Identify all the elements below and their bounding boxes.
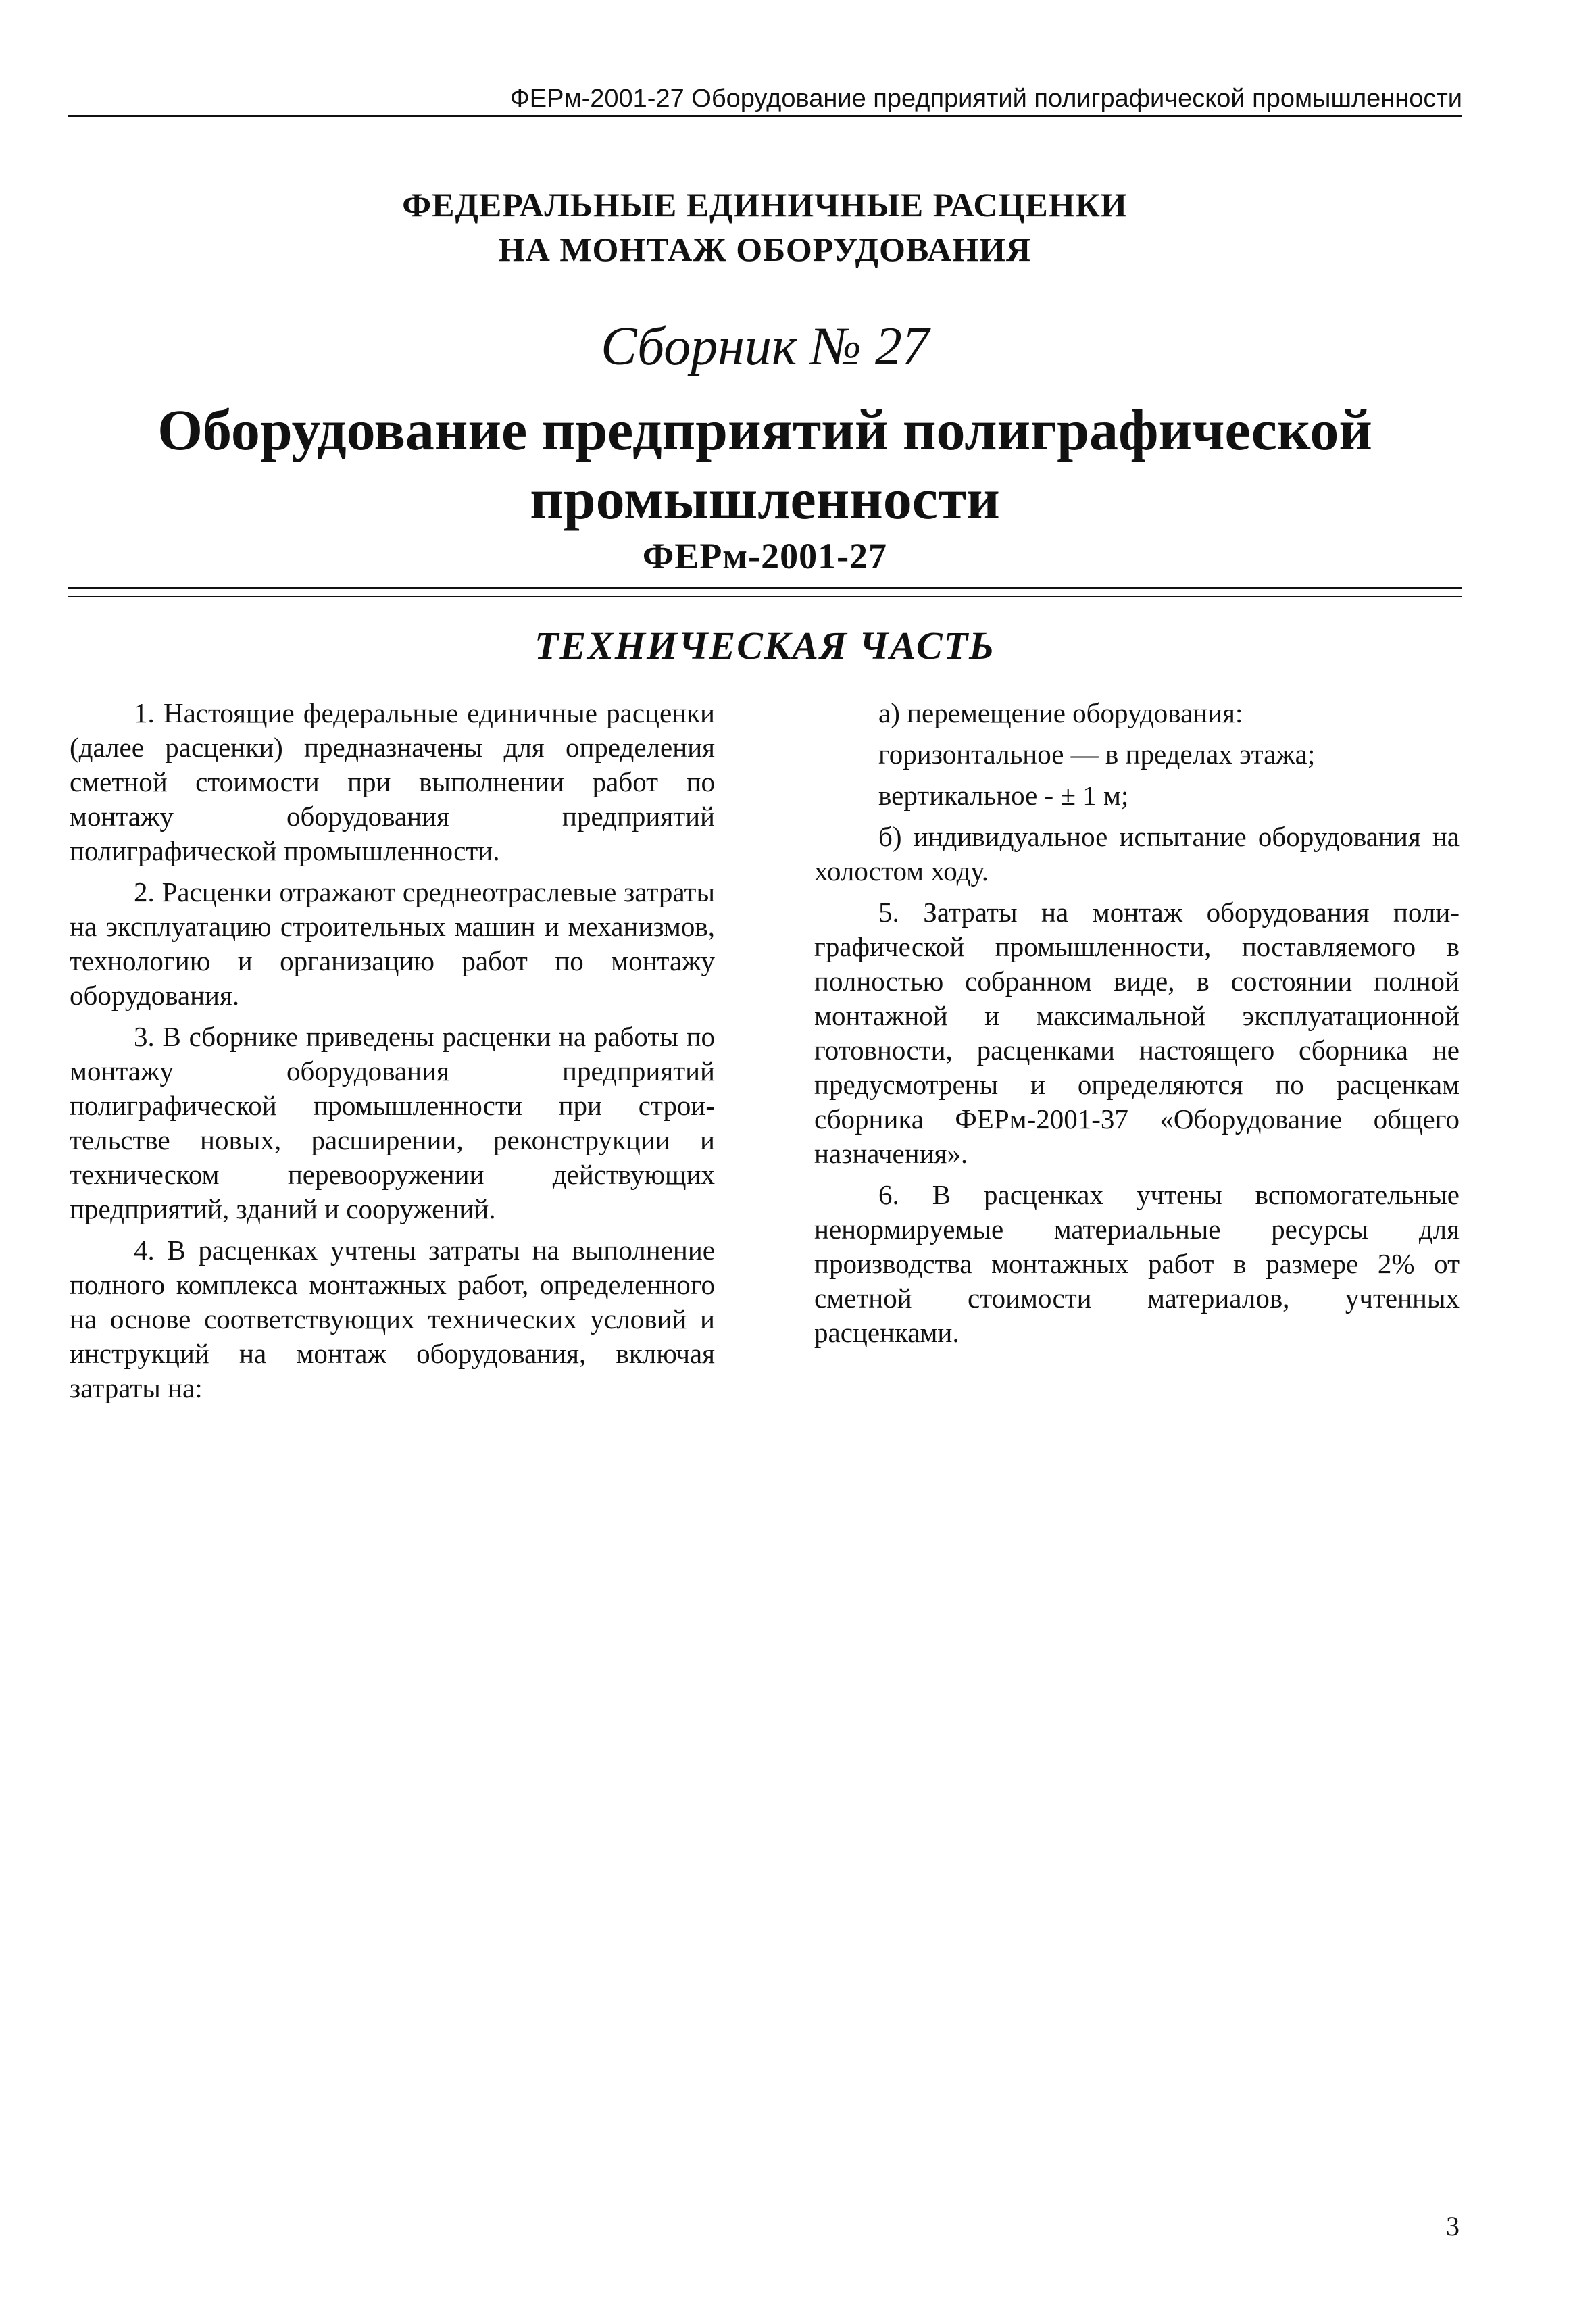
title-rule-thick [68,587,1462,589]
running-header: ФЕРм-2001-27 Оборудование предприятий полиграфической промышленности [509,84,1462,113]
org-title-line-1: ФЕДЕРАЛЬНЫЕ ЕДИНИЧНЫЕ РАСЦЕНКИ [402,186,1128,224]
paragraph: 6. В расценках учтены вспомогательные ненормируемые материальные ресурсы для производства монтажных работ в размере 2% от сметной стоимости материалов, учтенных расценками. [814,1179,1460,1348]
org-title-line-2: НА МОНТАЖ ОБОРУДОВАНИЯ [498,230,1032,268]
paragraph: 4. В расценках учтены затраты на выполнение полного комплекса монтажных работ, определенного на основе соответствующих технических условий и инструкций на монтаж оборудования, включая затраты на: [70,1235,715,1403]
paragraph: горизонтальное — в пределах этажа; [878,739,1316,770]
section-title: ТЕХНИЧЕСКАЯ ЧАСТЬ [534,624,995,668]
paragraph: 3. В сборнике приведены расценки на работы по монтажу оборудования предприятий полиграфической промышленности при строительстве новых, расширении, реконструкции и техническом перевооружении действующих предприятий, зданий и сооружений. [70,1021,715,1224]
title-rule-thin [68,596,1462,597]
org-title [68,182,1462,272]
paragraph: 2. Расценки отражают среднеотраслевые затраты на эксплуатацию строительных машин и механизмов, технологию и организацию работ по монтажу оборудования. [70,876,715,1011]
right-column [814,696,1460,1357]
main-title-line-2: промышленности [530,466,1000,531]
header-rule [68,115,1462,117]
collection-number: Сборник № 27 [601,317,929,376]
page-number: 3 [1446,2211,1460,2241]
main-title [68,395,1462,533]
paragraph: 5. Затраты на монтаж оборудования полиграфической промышленности, поставляемого в полностью собранном виде, в состоянии полной монтажной и максимальной эксплуатационной готовности, расценками настоящего сборника не предусмотрены и определяются по расценкам сборника ФЕРм-2001-37 «Оборудование общего назначения». [814,897,1460,1169]
paragraph: б) индивидуальное испытание оборудования на холостом ходу. [814,821,1460,887]
left-column [70,696,715,1412]
paragraph: а) перемещение оборудования: [878,697,1243,728]
paragraph: вертикальное - ± 1 м; [878,780,1129,811]
document-code: ФЕРм-2001-27 [642,536,888,576]
main-title-line-1: Оборудование предприятий полиграфической [157,397,1372,462]
paragraph: 1. Настоящие федеральные единичные расценки (далее расценки) предназначены для определения сметной стоимости при выполнении работ по монтажу оборудования предприятий полиграфической промышленности. [70,697,715,866]
